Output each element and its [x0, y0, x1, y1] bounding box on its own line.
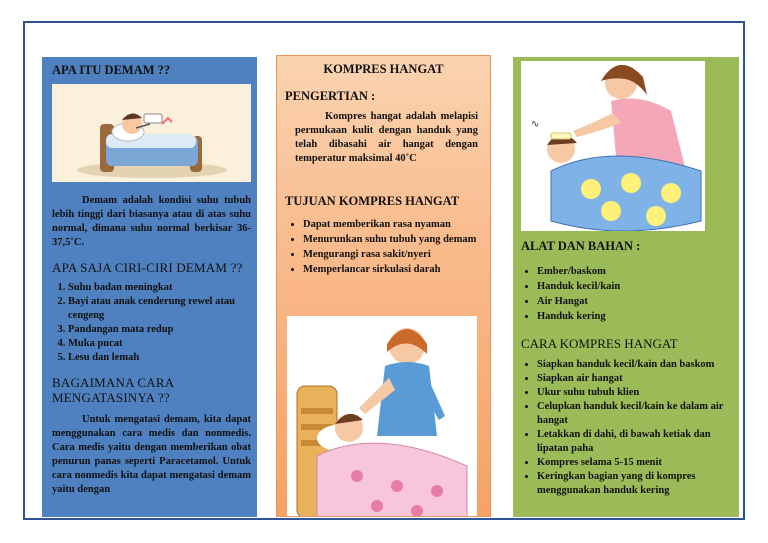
column-what-is-fever [42, 57, 257, 517]
list-item: • Mengurangi rasa sakit/nyeri [303, 247, 482, 262]
heading-compress-steps: CARA KOMPRES HANGAT [521, 336, 678, 351]
sick-child-illustration [52, 84, 251, 182]
list-item: • Kompres selama 5-15 menit [537, 456, 731, 470]
list-item: 3. Pandangan mata redup [68, 323, 251, 337]
list-item: • Memperlancar sirkulasi darah [303, 262, 482, 277]
list-item: 5. Lesu dan lemah [68, 351, 251, 365]
heading-tools: ALAT DAN BAHAN : [521, 239, 641, 253]
compress-steps-list [521, 358, 731, 498]
mother-checking-child-illustration [287, 316, 477, 517]
list-item: • Air Hangat [537, 294, 731, 309]
heading-how-to-handle: BAGAIMANA CARA MENGATASINYA ?? [52, 375, 174, 405]
heading-definition: PENGERTIAN : [285, 89, 376, 103]
heading-fever-signs-text: APA SAJA CIRI-CIRI DEMAM ?? [52, 260, 243, 275]
list-item: • Handuk kecil/kain [537, 279, 731, 294]
definition-text: Kompres hangat adalah melapisi permukaan kulit dengan handuk yang telah dibasahi air hangat dengan temperatur maksimal 40˚C [295, 111, 478, 164]
list-item: • Siapkan air hangat [537, 372, 731, 386]
list-item: • Celupkan handuk kecil/kain ke dalam air hangat [537, 400, 731, 428]
fever-signs-list [52, 281, 251, 365]
svg-text:∿: ∿ [531, 119, 540, 130]
warm-compress-title: KOMPRES HANGAT [323, 62, 444, 76]
list-item: • Letakkan di dahi, di bawah ketiak dan lipatan paha [537, 428, 731, 456]
list-item: • Ember/baskom [537, 264, 731, 279]
heading-fever-signs [52, 260, 251, 275]
list-item: • Siapkan handuk kecil/kain dan baskom [537, 358, 731, 372]
column-tools-and-steps [513, 57, 739, 517]
mother-caring-sick-child-illustration [521, 61, 705, 231]
list-item: • Ukur suhu tubuh klien [537, 386, 731, 400]
tools-list [521, 264, 731, 324]
list-item: • Keringkan bagian yang di kompres menggunakan handuk kering [537, 470, 731, 498]
column-warm-compress [276, 55, 491, 517]
heading-what-is-fever: APA ITU DEMAM ?? [52, 63, 171, 77]
fever-definition: Demam adalah kondisi suhu tubuh lebih tinggi dari biasanya atau di atas suhu normal, dimana suhu normal berkisar 36-37,5˚C. [52, 195, 251, 248]
purpose-list [285, 217, 482, 277]
list-item: • Handuk kering [537, 309, 731, 324]
how-to-handle-text: Untuk mengatasi demam, kita dapat menggunakan cara medis dan nonmedis. Cara medis yaitu dengan memberikan obat penurun panas seperti Paracetamol. Untuk cara nonmedis kita dapat mengatasi demam yaitu dengan [52, 414, 251, 495]
list-item: 2. Bayi atau anak cenderung rewel atau cengeng [68, 295, 251, 323]
list-item: • Menurunkan suhu tubuh yang demam [303, 232, 482, 247]
list-item: 4. Muka pucat [68, 337, 251, 351]
heading-purpose: TUJUAN KOMPRES HANGAT [285, 194, 460, 208]
list-item: 1. Suhu badan meningkat [68, 281, 251, 295]
list-item: • Dapat memberikan rasa nyaman [303, 217, 482, 232]
